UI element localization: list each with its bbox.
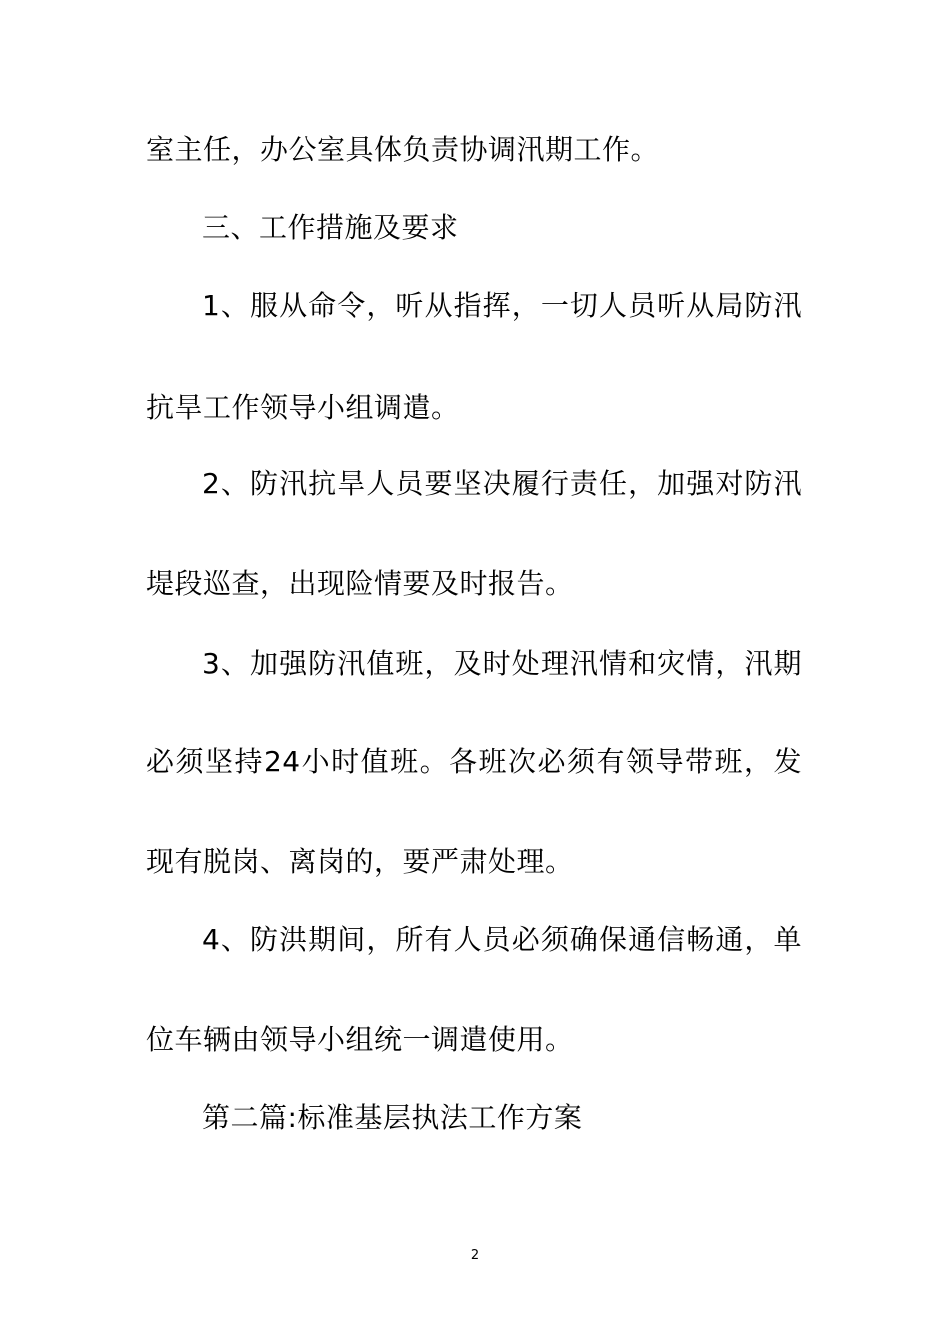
paragraph-line: 室主任，办公室具体负责协调汛期工作。 [146, 133, 660, 166]
section-heading: 三、工作措施及要求 [202, 211, 459, 244]
paragraph-line: 4、防洪期间，所有人员必须确保通信畅通，单 [202, 923, 802, 956]
paragraph-line: 1、服从命令，听从指挥，一切人员听从局防汛 [202, 289, 802, 322]
paragraph-line: 抗旱工作领导小组调遣。 [146, 391, 460, 424]
paragraph-line: 位车辆由领导小组统一调遣使用。 [146, 1023, 574, 1056]
paragraph-line: 2、防汛抗旱人员要坚决履行责任，加强对防汛 [202, 467, 802, 500]
section-heading: 第二篇:标准基层执法工作方案 [202, 1101, 583, 1134]
paragraph-line: 现有脱岗、离岗的，要严肃处理。 [146, 845, 574, 878]
paragraph-line: 必须坚持24小时值班。各班次必须有领导带班，发 [146, 745, 802, 778]
paragraph-line: 堤段巡查，出现险情要及时报告。 [146, 567, 574, 600]
page-number: 2 [470, 1248, 480, 1263]
paragraph-line: 3、加强防汛值班，及时处理汛情和灾情，汛期 [202, 647, 802, 680]
